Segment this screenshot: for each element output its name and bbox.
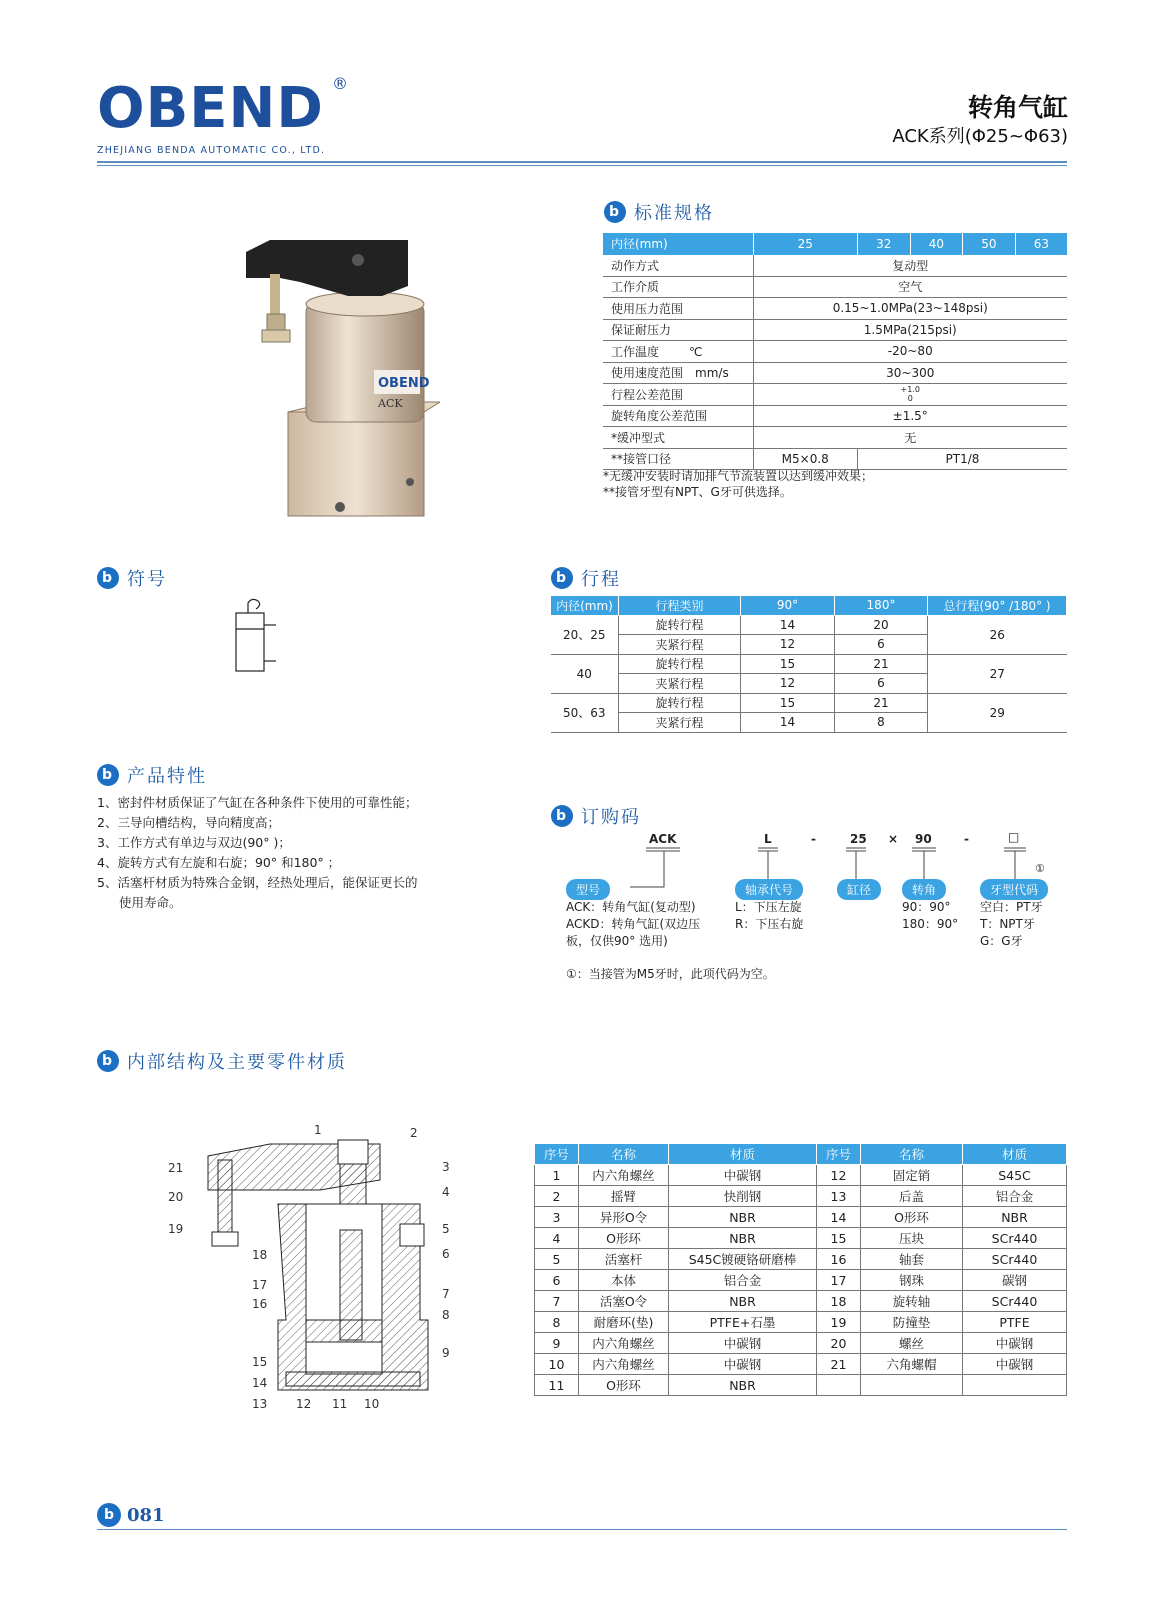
stroke-heading-text: 行程 (581, 569, 621, 590)
features-heading (97, 762, 207, 788)
spec-value: 复动型 (753, 255, 1067, 277)
order-heading (551, 803, 641, 829)
section-bullet-icon: b (604, 201, 626, 223)
materials-cell: 内六角螺丝 (579, 1165, 669, 1186)
materials-cell: NBR (963, 1207, 1067, 1228)
materials-header-row (535, 1144, 1067, 1165)
spec-note: *无缓冲安装时请加排气节流装置以达到缓冲效果； (603, 469, 874, 483)
materials-cell: 6 (535, 1270, 579, 1291)
footer-logo-icon: b (97, 1503, 121, 1527)
section-bullet-icon: b (551, 567, 573, 589)
callout-label: 13 (252, 1397, 268, 1411)
materials-cell: 13 (817, 1186, 861, 1207)
spec-label: 使用压力范围 (603, 298, 753, 320)
materials-row (535, 1312, 1067, 1333)
materials-cell: 铝合金 (669, 1270, 817, 1291)
spec-port-small: M5×0.8 (753, 448, 857, 470)
stroke-value: 21 (835, 654, 928, 674)
angle-desc-line: 180：90° (902, 917, 959, 931)
callout-label: 21 (168, 1161, 184, 1175)
materials-cell: 17 (817, 1270, 861, 1291)
callout-label: 3 (442, 1160, 450, 1174)
spec-value: 30~300 (753, 362, 1067, 384)
callout-label: 14 (252, 1376, 268, 1390)
spec-label: 保证耐压力 (603, 319, 753, 341)
materials-row (535, 1249, 1067, 1270)
materials-cell: 钢珠 (861, 1270, 963, 1291)
materials-table (534, 1143, 1067, 1396)
order-code-model: ACK (649, 832, 677, 846)
stroke-type: 夹紧行程 (619, 713, 741, 733)
materials-cell: 后盖 (861, 1186, 963, 1207)
model-desc-line: 板，仅供90° 选用) (566, 934, 668, 948)
stroke-value: 21 (835, 693, 928, 713)
spec-label: 动作方式 (603, 255, 753, 277)
feature-item: 5、活塞杆材质为特殊合金钢，经热处理后，能保证更长的 (97, 875, 418, 890)
materials-row (535, 1207, 1067, 1228)
spec-value: 无 (753, 427, 1067, 449)
pill-angle: 转角 (902, 879, 946, 900)
materials-cell: 中碳钢 (669, 1165, 817, 1186)
materials-cell (861, 1375, 963, 1396)
spec-label: 工作介质 (603, 276, 753, 298)
stroke-type: 旋转行程 (619, 654, 741, 674)
callout-label: 1 (314, 1123, 322, 1137)
materials-cell: 1 (535, 1165, 579, 1186)
pill-thread: 牙型代码 (980, 879, 1048, 900)
materials-row (535, 1375, 1067, 1396)
order-code-axis: L (764, 832, 772, 846)
spec-row (603, 341, 1067, 363)
features-heading-text: 产品特性 (127, 766, 207, 787)
order-code-dash: - (964, 832, 969, 846)
footer-rule (97, 1529, 1067, 1530)
pneumatic-symbol (228, 597, 284, 675)
stroke-value: 6 (835, 674, 928, 694)
materials-cell (817, 1375, 861, 1396)
spec-note: **接管牙型有NPT、G牙可供选择。 (603, 485, 792, 499)
callout-label: 15 (252, 1355, 268, 1369)
logo-text: OBEND (97, 76, 324, 141)
materials-row (535, 1333, 1067, 1354)
order-code-times: × (888, 832, 899, 846)
section-bullet-icon: b (97, 1050, 119, 1072)
materials-header: 材质 (963, 1144, 1067, 1165)
materials-cell: NBR (669, 1291, 817, 1312)
angle-desc (902, 899, 958, 933)
feature-item: 1、密封件材质保证了气缸在各种条件下使用的可靠性能； (97, 795, 418, 810)
materials-cell: 耐磨环(垫) (579, 1312, 669, 1333)
materials-cell: PTFE (963, 1312, 1067, 1333)
model-desc-line: ACK：转角气缸(复动型) (566, 900, 696, 914)
callout-label: 9 (442, 1346, 450, 1360)
header-rule (97, 161, 1067, 163)
feature-item: 2、三导向槽结构，导向精度高； (97, 815, 280, 830)
materials-cell: 18 (817, 1291, 861, 1312)
section-bullet-icon: b (97, 764, 119, 786)
materials-header: 名称 (861, 1144, 963, 1165)
stroke-value: 14 (741, 615, 835, 635)
spec-bore: 40 (910, 233, 963, 255)
stroke-total: 26 (928, 615, 1067, 654)
callout-label: 12 (296, 1397, 312, 1411)
materials-cell: O形环 (579, 1375, 669, 1396)
spec-row (603, 448, 1067, 470)
page-title: 转角气缸 (967, 93, 1068, 122)
materials-cell: 19 (817, 1312, 861, 1333)
spec-header-label: 内径(mm) (603, 233, 753, 255)
spec-label: 使用速度范围 (611, 366, 684, 381)
materials-cell: 12 (817, 1165, 861, 1186)
materials-cell: NBR (669, 1207, 817, 1228)
callout-label: 8 (442, 1308, 450, 1322)
stroke-type: 旋转行程 (619, 615, 741, 635)
materials-cell: 5 (535, 1249, 579, 1270)
spec-label: 工作温度 (611, 344, 660, 359)
feature-item: 4、旋转方式有左旋和右旋；90° 和180° ； (97, 855, 341, 870)
stroke-table (550, 595, 1067, 733)
callout-label: 10 (364, 1397, 380, 1411)
registered-mark: ® (332, 74, 348, 93)
spec-bore: 50 (963, 233, 1016, 255)
section-bullet-icon: b (551, 805, 573, 827)
spec-bore: 32 (857, 233, 910, 255)
stroke-header: 总行程(90° /180° ) (928, 596, 1067, 616)
materials-cell: 轴套 (861, 1249, 963, 1270)
materials-cell: 中碳钢 (963, 1354, 1067, 1375)
materials-cell: 2 (535, 1186, 579, 1207)
stroke-value: 20 (835, 615, 928, 635)
spec-heading (604, 199, 714, 225)
order-heading-text: 订购码 (581, 807, 641, 828)
materials-cell: 异形O令 (579, 1207, 669, 1228)
materials-cell: S45C (963, 1165, 1067, 1186)
callout-label: 6 (442, 1247, 450, 1261)
materials-cell: 防撞垫 (861, 1312, 963, 1333)
materials-cell: 10 (535, 1354, 579, 1375)
spec-value: 1.5MPa(215psi) (753, 319, 1067, 341)
angle-desc-line: 90：90° (902, 900, 951, 914)
callout-label: 5 (442, 1222, 450, 1236)
materials-cell: PTFE+石墨 (669, 1312, 817, 1333)
tolerance-lower: 0 (907, 394, 913, 404)
cross-section-drawing (160, 1120, 465, 1420)
materials-cell: 旋转轴 (861, 1291, 963, 1312)
axis-desc (735, 899, 803, 933)
order-code-mark: ① (1035, 862, 1045, 875)
stroke-value: 14 (741, 713, 835, 733)
symbol-heading (97, 565, 167, 591)
spec-label: 行程公差范围 (603, 384, 753, 406)
materials-cell: 内六角螺丝 (579, 1354, 669, 1375)
stroke-total: 29 (928, 693, 1067, 732)
materials-row (535, 1165, 1067, 1186)
features-list (97, 793, 497, 913)
callout-label: 16 (252, 1297, 268, 1311)
materials-header: 序号 (817, 1144, 861, 1165)
spec-unit: mm/s (695, 366, 729, 381)
stroke-header: 行程类别 (619, 596, 741, 616)
callout-label: 20 (168, 1190, 184, 1204)
materials-cell: 20 (817, 1333, 861, 1354)
materials-cell: 8 (535, 1312, 579, 1333)
spec-row (603, 384, 1067, 406)
spec-port-large: PT1/8 (857, 448, 1067, 470)
stroke-value: 6 (835, 635, 928, 655)
spec-row (603, 427, 1067, 449)
materials-cell: 15 (817, 1228, 861, 1249)
feature-item: 3、工作方式有单边与双边(90° )； (97, 835, 291, 850)
stroke-row (551, 654, 1067, 674)
section-bullet-icon: b (97, 567, 119, 589)
materials-cell: 11 (535, 1375, 579, 1396)
materials-header: 材质 (669, 1144, 817, 1165)
order-code-angle: 90 (915, 832, 932, 846)
materials-cell: 活塞O令 (579, 1291, 669, 1312)
stroke-header: 内径(mm) (551, 596, 619, 616)
pill-axis: 轴承代号 (735, 879, 803, 900)
stroke-header: 180° (835, 596, 928, 616)
product-photo (240, 232, 440, 528)
thread-desc-line: T：NPT牙 (980, 917, 1035, 931)
stroke-bore: 20、25 (551, 615, 619, 654)
stroke-total: 27 (928, 654, 1067, 693)
materials-cell (963, 1375, 1067, 1396)
structure-heading-text: 内部结构及主要零件材质 (127, 1052, 347, 1073)
stroke-bore: 50、63 (551, 693, 619, 732)
materials-cell: 14 (817, 1207, 861, 1228)
spec-row (603, 276, 1067, 298)
spec-table (603, 233, 1067, 470)
materials-cell: 7 (535, 1291, 579, 1312)
materials-cell: SCr440 (963, 1249, 1067, 1270)
page-number: 081 (127, 1504, 165, 1526)
materials-row (535, 1270, 1067, 1291)
model-desc-line: ACKD：转角气缸(双边压 (566, 917, 701, 931)
materials-cell: 固定销 (861, 1165, 963, 1186)
callout-label: 19 (168, 1222, 184, 1236)
materials-cell: 压块 (861, 1228, 963, 1249)
spec-row (603, 405, 1067, 427)
spec-unit: ℃ (689, 344, 703, 359)
brand-logo (97, 76, 324, 141)
stroke-value: 12 (741, 635, 835, 655)
stroke-heading (551, 565, 621, 591)
spec-label: *缓冲型式 (603, 427, 753, 449)
materials-cell: 活塞杆 (579, 1249, 669, 1270)
thread-desc-line: G：G牙 (980, 934, 1023, 948)
materials-cell: 铝合金 (963, 1186, 1067, 1207)
materials-cell: S45C镀硬铬研磨棒 (669, 1249, 817, 1270)
company-name: ZHEJIANG BENDA AUTOMATIC CO., LTD. (97, 145, 326, 156)
materials-cell: SCr440 (963, 1291, 1067, 1312)
spec-value: 0.15~1.0MPa(23~148psi) (753, 298, 1067, 320)
feature-item: 使用寿命。 (119, 895, 182, 910)
spec-row (603, 298, 1067, 320)
materials-row (535, 1291, 1067, 1312)
spec-header-row (603, 233, 1067, 255)
callout-label: 4 (442, 1185, 450, 1199)
svg-text:ACK: ACK (378, 397, 403, 410)
spec-label-cell (603, 362, 753, 384)
materials-header: 名称 (579, 1144, 669, 1165)
materials-cell: 4 (535, 1228, 579, 1249)
axis-desc-line: R：下压右旋 (735, 917, 804, 931)
spec-value: -20~80 (753, 341, 1067, 363)
stroke-value: 8 (835, 713, 928, 733)
stroke-type: 旋转行程 (619, 693, 741, 713)
materials-cell: 螺丝 (861, 1333, 963, 1354)
materials-cell: 21 (817, 1354, 861, 1375)
order-code-thread: □ (1008, 830, 1020, 844)
materials-cell: 快削钢 (669, 1186, 817, 1207)
materials-cell: 中碳钢 (669, 1354, 817, 1375)
callout-label: 2 (410, 1126, 418, 1140)
page-footer (97, 1503, 165, 1527)
spec-bore: 25 (753, 233, 857, 255)
materials-cell: 3 (535, 1207, 579, 1228)
stroke-row (551, 615, 1067, 635)
svg-text:OBEND: OBEND (378, 376, 430, 391)
header-rule-thin (97, 165, 1067, 166)
stroke-header-row (551, 596, 1067, 616)
materials-cell: 内六角螺丝 (579, 1333, 669, 1354)
materials-cell: O形环 (579, 1228, 669, 1249)
stroke-bore: 40 (551, 654, 619, 693)
page-subtitle: ACK系列(Φ25~Φ63) (892, 126, 1068, 147)
stroke-value: 15 (741, 693, 835, 713)
materials-cell: 摇臂 (579, 1186, 669, 1207)
order-note: ①：当接管为M5牙时，此项代码为空。 (566, 967, 775, 981)
tolerance-upper: +1.0 (900, 385, 920, 395)
callout-label: 18 (252, 1248, 268, 1262)
spec-bore: 63 (1015, 233, 1067, 255)
pill-bore: 缸径 (837, 879, 881, 900)
spec-heading-text: 标准规格 (634, 203, 714, 224)
thread-desc (980, 899, 1043, 950)
materials-row (535, 1354, 1067, 1375)
materials-row (535, 1228, 1067, 1249)
callout-label: 7 (442, 1287, 450, 1301)
materials-row (535, 1186, 1067, 1207)
stroke-type: 夹紧行程 (619, 635, 741, 655)
stroke-type: 夹紧行程 (619, 674, 741, 694)
spec-tolerance (753, 384, 1067, 406)
spec-label-cell (603, 341, 753, 363)
callout-label: 11 (332, 1397, 348, 1411)
axis-desc-line: L：下压左旋 (735, 900, 802, 914)
callout-label: 17 (252, 1278, 268, 1292)
spec-label: **接管口径 (603, 448, 753, 470)
materials-cell: 六角螺帽 (861, 1354, 963, 1375)
order-code-bore: 25 (850, 832, 867, 846)
materials-cell: 中碳钢 (963, 1333, 1067, 1354)
materials-cell: NBR (669, 1375, 817, 1396)
symbol-heading-text: 符号 (127, 569, 167, 590)
order-code-dash: - (811, 832, 816, 846)
thread-desc-line: 空白：PT牙 (980, 900, 1043, 914)
stroke-header: 90° (741, 596, 835, 616)
spec-row (603, 255, 1067, 277)
structure-heading (97, 1048, 347, 1074)
model-desc (566, 899, 700, 950)
materials-header: 序号 (535, 1144, 579, 1165)
spec-value: ±1.5° (753, 405, 1067, 427)
spec-label: 旋转角度公差范围 (603, 405, 753, 427)
materials-cell: O形环 (861, 1207, 963, 1228)
stroke-row (551, 693, 1067, 713)
stroke-value: 12 (741, 674, 835, 694)
materials-cell: 本体 (579, 1270, 669, 1291)
materials-cell: NBR (669, 1228, 817, 1249)
spec-row (603, 362, 1067, 384)
materials-cell: SCr440 (963, 1228, 1067, 1249)
materials-cell: 碳钢 (963, 1270, 1067, 1291)
stroke-value: 15 (741, 654, 835, 674)
spec-row (603, 319, 1067, 341)
materials-cell: 中碳钢 (669, 1333, 817, 1354)
pill-model: 型号 (566, 879, 610, 900)
spec-value: 空气 (753, 276, 1067, 298)
materials-cell: 9 (535, 1333, 579, 1354)
materials-cell: 16 (817, 1249, 861, 1270)
